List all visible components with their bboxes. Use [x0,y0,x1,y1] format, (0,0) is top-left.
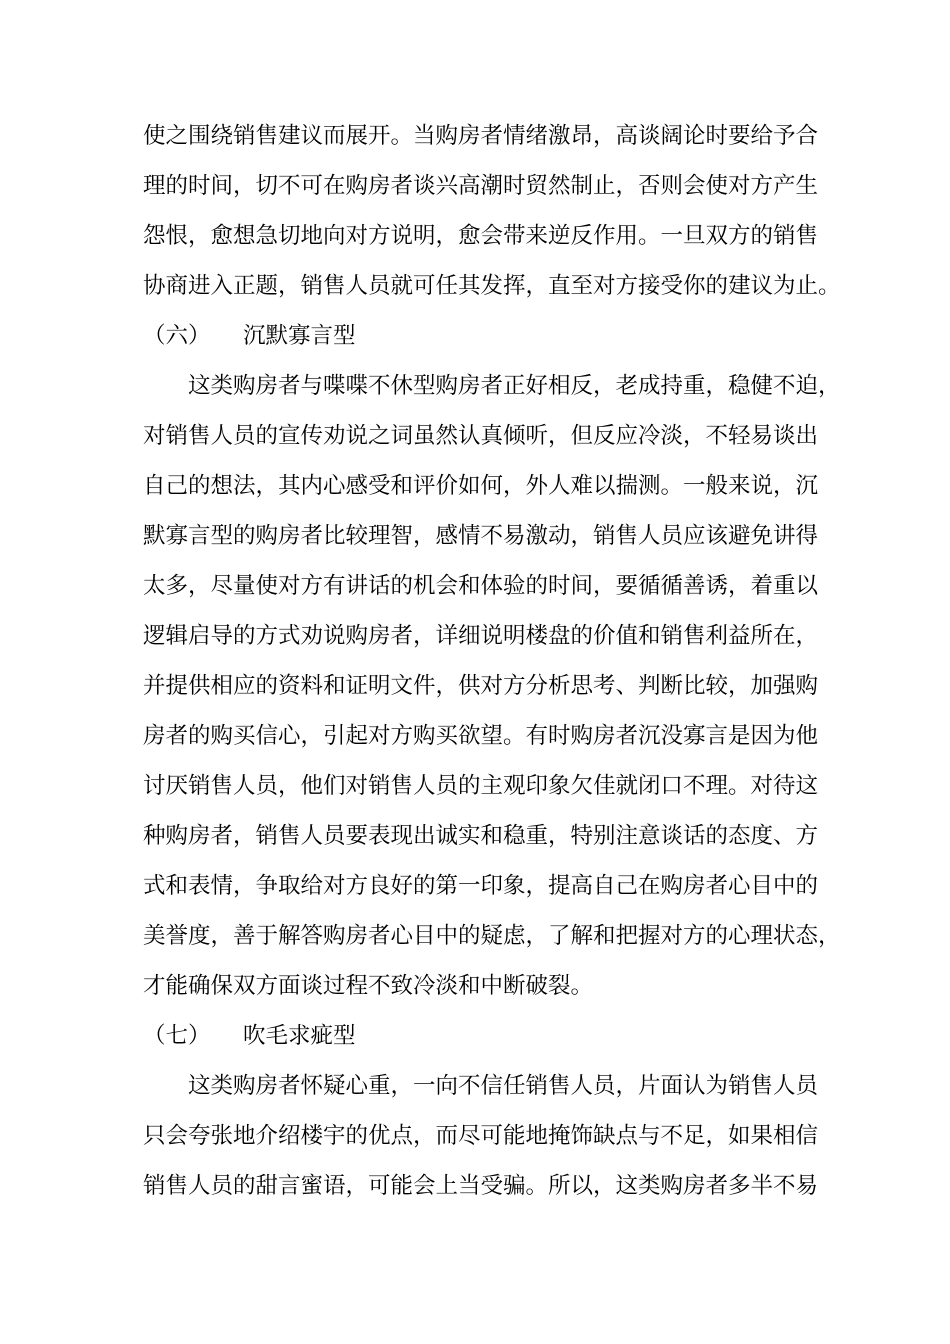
paragraph-line: 使之围绕销售建议而展开。当购房者情绪激昂，高谈阔论时要给予合 [143,123,819,149]
paragraph-line: 房者的购买信心，引起对方购买欲望。有时购房者沉没寡言是因为他 [143,723,819,749]
paragraph-line: 这类购房者与喋喋不休型购房者正好相反，老成持重，稳健不迫， [188,373,841,399]
paragraph-line: 销售人员的甜言蜜语，可能会上当受骗。所以，这类购房者多半不易 [143,1173,819,1199]
paragraph-line: 自己的想法，其内心感受和评价如何，外人难以揣测。一般来说，沉 [143,473,819,499]
section-title: 沉默寡言型 [243,323,356,349]
paragraph-line: 协商进入正题，销售人员就可任其发挥，直至对方接受你的建议为止。 [143,273,841,299]
paragraph-line: 理的时间，切不可在购房者谈兴高潮时贸然制止，否则会使对方产生 [143,173,819,199]
paragraph-line: 美誉度，善于解答购房者心目中的疑虑，了解和把握对方的心理状态， [143,923,841,949]
paragraph-line: 太多，尽量使对方有讲话的机会和体验的时间，要循循善诱，着重以 [143,573,819,599]
paragraph-line: 讨厌销售人员，他们对销售人员的主观印象欠佳就闭口不理。对待这 [143,773,819,799]
paragraph-line: 逻辑启导的方式劝说购房者，详细说明楼盘的价值和销售利益所在， [143,623,819,649]
paragraph-line: 只会夸张地介绍楼宇的优点，而尽可能地掩饰缺点与不足，如果相信 [143,1123,819,1149]
section-number: （七） [143,1023,211,1049]
section-title: 吹毛求疵型 [243,1023,356,1049]
section-number: （六） [143,323,211,349]
paragraph-line: 对销售人员的宣传劝说之词虽然认真倾听，但反应冷淡，不轻易谈出 [143,423,819,449]
paragraph-line: 并提供相应的资料和证明文件，供对方分析思考、判断比较，加强购 [143,673,819,699]
paragraph-line: 怨恨，愈想急切地向对方说明，愈会带来逆反作用。一旦双方的销售 [143,223,819,249]
paragraph-line: 才能确保双方面谈过程不致冷淡和中断破裂。 [143,973,594,999]
paragraph-line: 种购房者，销售人员要表现出诚实和稳重，特别注意谈话的态度、方 [143,823,819,849]
section-heading-six [143,316,356,356]
section-heading-seven [143,1016,356,1056]
paragraph-line: 式和表情，争取给对方良好的第一印象，提高自己在购房者心目中的 [143,873,819,899]
paragraph-line: 这类购房者怀疑心重，一向不信任销售人员，片面认为销售人员 [188,1073,819,1099]
paragraph-line: 默寡言型的购房者比较理智，感情不易激动，销售人员应该避免讲得 [143,523,819,549]
